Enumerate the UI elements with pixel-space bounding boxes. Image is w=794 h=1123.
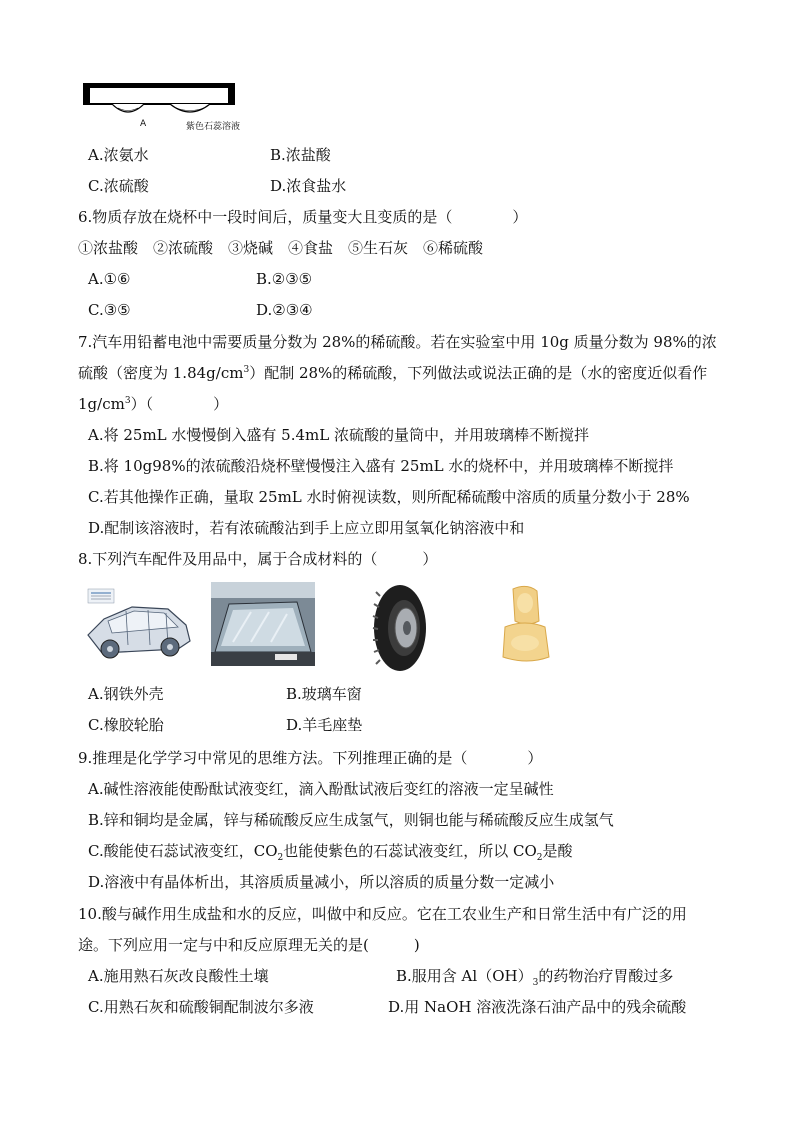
q8-stem: 8.下列汽车配件及用品中，属于合成材料的（ ） [78,550,438,568]
q7-stem-line2: 硫酸（密度为 $1.84g/cm^3$）配制 28%的稀硫酸，下列做法或说法正确的是（水的密度近似看作 [78,364,708,382]
q5-option-c: C.浓硫酸 [88,177,149,195]
q10-option-c: C.用熟石灰和硫酸铜配制波尔多液 [88,998,314,1016]
figure-label-litmus: 紫色石蕊溶液 [186,122,241,132]
q8-option-b: B.玻璃车窗 [286,685,362,703]
car-body-image [82,583,196,667]
q9-option-c: C.酸能使石蕊试液变红，$CO_2$也能使紫色的石蕊试液变红，所以 $CO_2$是酸 [88,842,573,863]
q7-stem-line3: $1g/cm^3$）（ ） [78,395,229,413]
q8-option-c: C.橡胶轮胎 [88,716,164,734]
q5-option-d: D.浓食盐水 [270,177,347,195]
q9-option-a: A.碱性溶液能使酚酞试液变红，滴入酚酞试液后变红的溶液一定呈碱性 [88,780,554,798]
q10-stem-line2: 途。下列应用一定与中和反应原理无关的是( ) [78,936,420,954]
q9-option-b: B.锌和铜均是金属，锌与稀硫酸反应生成氢气，则铜也能与稀硫酸反应生成氢气 [88,811,614,829]
q10-option-d: D.用 NaOH 溶液洗涤石油产品中的残余硫酸 [388,998,687,1016]
q7-option-a: A.将 25mL 水慢慢倒入盛有 5.4mL 浓硫酸的量筒中，并用玻璃棒不断搅拌 [88,426,589,444]
q8-option-d: D.羊毛座垫 [286,716,363,734]
figure-label-a: A [140,119,147,129]
q6-list: ①浓盐酸 ②浓硫酸 ③烧碱 ④食盐 ⑤生石灰 ⑥稀硫酸 [78,239,484,257]
q6-stem: 6.物质存放在烧杯中一段时间后，质量变大且变质的是（ ） [78,208,528,226]
apparatus-figure [80,82,240,122]
q7-option-c: C.若其他操作正确，量取 25mL 水时俯视读数，则所配稀硫酸中溶质的质量分数小于 28% [88,488,690,506]
q7-option-d: D.配制该溶液时，若有浓硫酸沾到手上应立即用氢氧化钠溶液中和 [88,519,525,537]
wool-seat-cushion-image [497,583,555,667]
q6-option-d: D.②③④ [256,301,313,319]
q7-option-b: B.将 10g98%的浓硫酸沿烧杯壁慢慢注入盛有 25mL 水的烧杯中，并用玻璃棒不断搅拌 [88,457,674,475]
q9-stem: 9.推理是化学学习中常见的思维方法。下列推理正确的是（ ） [78,749,543,767]
q10-option-b: B.服用含 $Al(OH)_3$的药物治疗胃酸过多 [396,967,674,988]
q5-option-a: A.浓氨水 [88,146,149,164]
q10-option-a: A.施用熟石灰改良酸性土壤 [88,967,269,985]
glass-window-image [211,582,315,666]
q6-option-b: B.②③⑤ [256,270,313,288]
q8-option-a: A.钢铁外壳 [88,685,164,703]
q10-stem-line1: 10.酸与碱作用生成盐和水的反应，叫做中和反应。它在工农业生产和日常生活中有广泛的用 [78,905,687,923]
q9-option-d: D.溶液中有晶体析出，其溶质质量减小，所以溶质的质量分数一定减小 [88,873,555,891]
q7-stem-line1: 7.汽车用铅蓄电池中需要质量分数为 28%的稀硫酸。若在实验室中用 10g 质量分数为 98%的浓 [78,333,717,351]
rubber-tire-image [366,582,430,674]
q6-option-a: A.①⑥ [88,270,131,288]
q6-option-c: C.③⑤ [88,301,131,319]
q5-option-b: B.浓盐酸 [270,146,331,164]
